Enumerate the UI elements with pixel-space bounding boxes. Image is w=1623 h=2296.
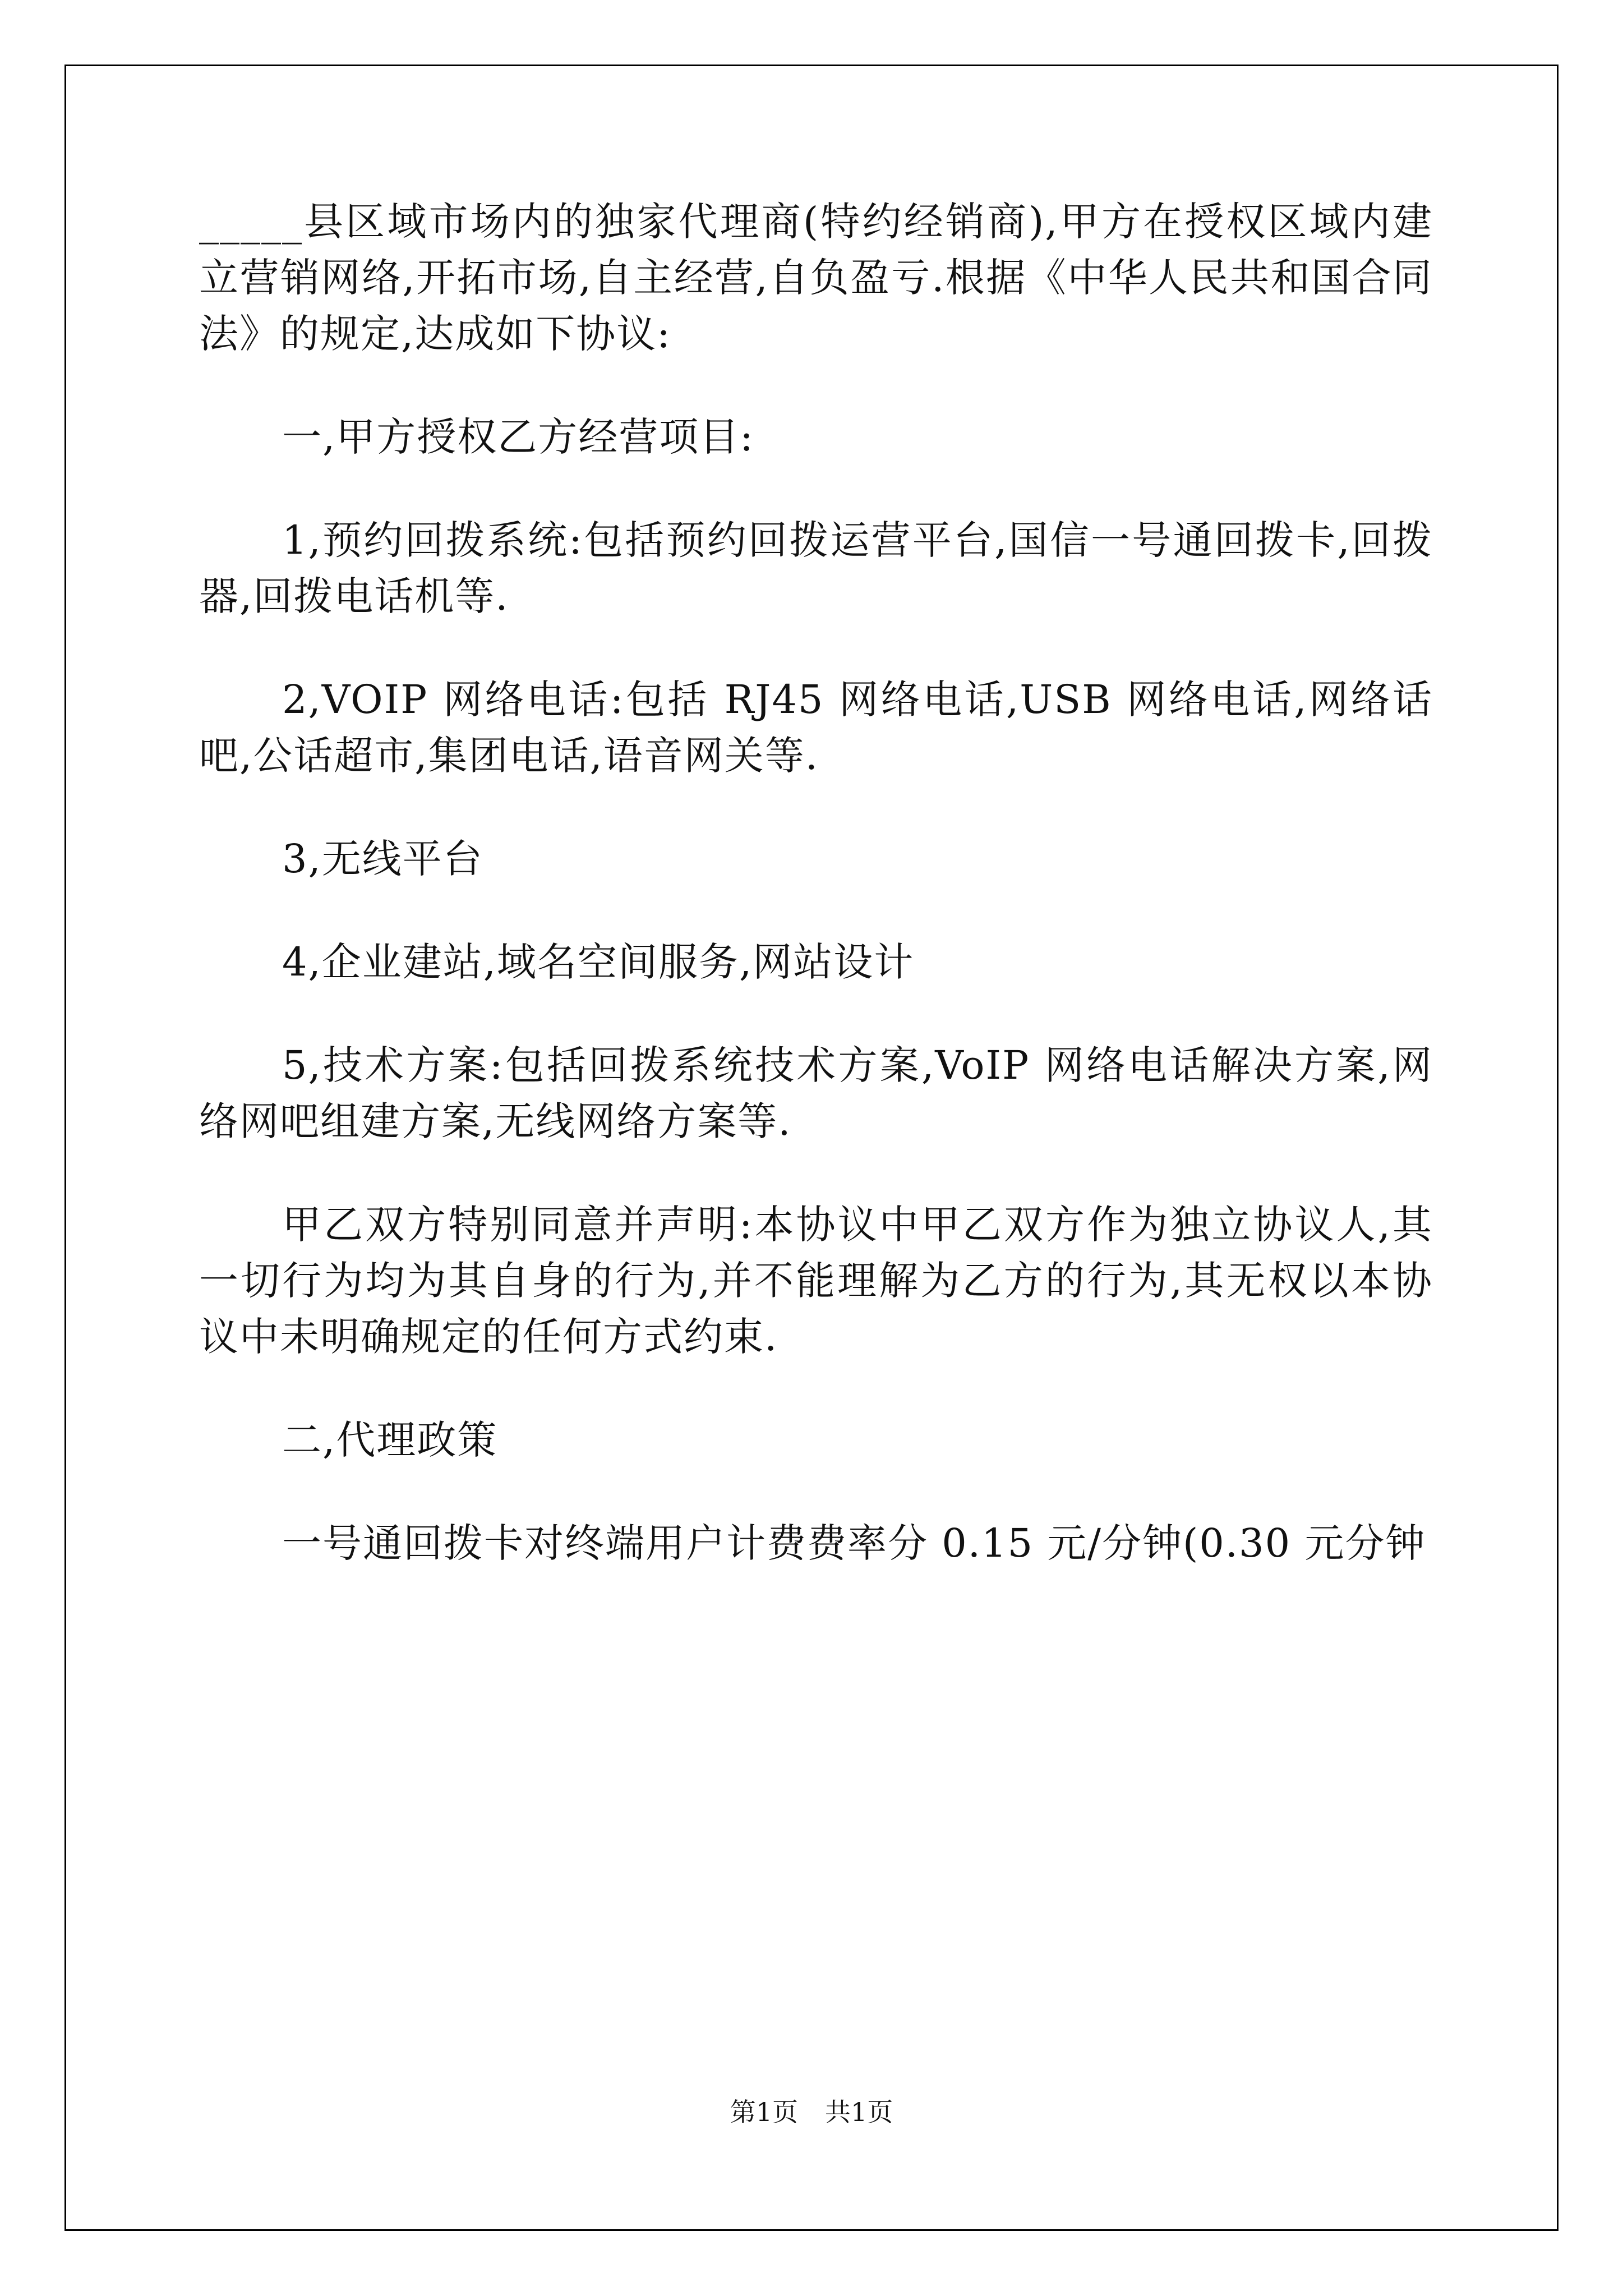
paragraph-rate: 一号通回拨卡对终端用户计费费率分 0.15 元/分钟(0.30 元分钟 (282, 1520, 1426, 1566)
paragraph-declaration: 甲乙双方特别同意并声明:本协议中甲乙双方作为独立协议人,其一切行为均为其自身的行为,并不能理解为乙方的行为,其无权以本协议中未明确规定的任何方式约束. (199, 1202, 1433, 1360)
paragraph-section-one-heading: 一,甲方授权乙方经营项目: (282, 414, 754, 460)
paragraph-item-4: 4,企业建站,域名空间服务,网站设计 (282, 939, 915, 985)
paragraph-intro: _____县区域市场内的独家代理商(特约经销商),甲方在授权区域内建立营销网络,开拓市场,自主经营,自负盈亏.根据《中华人民共和国合同法》的规定,达成如下协议: (199, 199, 1433, 357)
paragraph-item-5: 5,技术方案:包括回拨系统技术方案,VoIP 网络电话解决方案,网络网吧组建方案,无线网络方案等. (199, 1042, 1433, 1144)
paragraph-section-two-heading: 二,代理政策 (282, 1417, 498, 1463)
page-number-current: 第1页 (730, 2097, 798, 2127)
page-footer (0, 2095, 1623, 2129)
paragraph-item-2: 2,VOIP 网络电话:包括 RJ45 网络电话,USB 网络电话,网络话吧,公话超市,集团电话,语音网关等. (199, 677, 1433, 779)
page-number-total: 共1页 (825, 2097, 893, 2127)
paragraph-item-3: 3,无线平台 (282, 836, 483, 882)
document-body (199, 194, 1433, 1618)
paragraph-item-1: 1,预约回拨系统:包括预约回拨运营平台,国信一号通回拨卡,回拨器,回拨电话机等. (199, 517, 1433, 619)
